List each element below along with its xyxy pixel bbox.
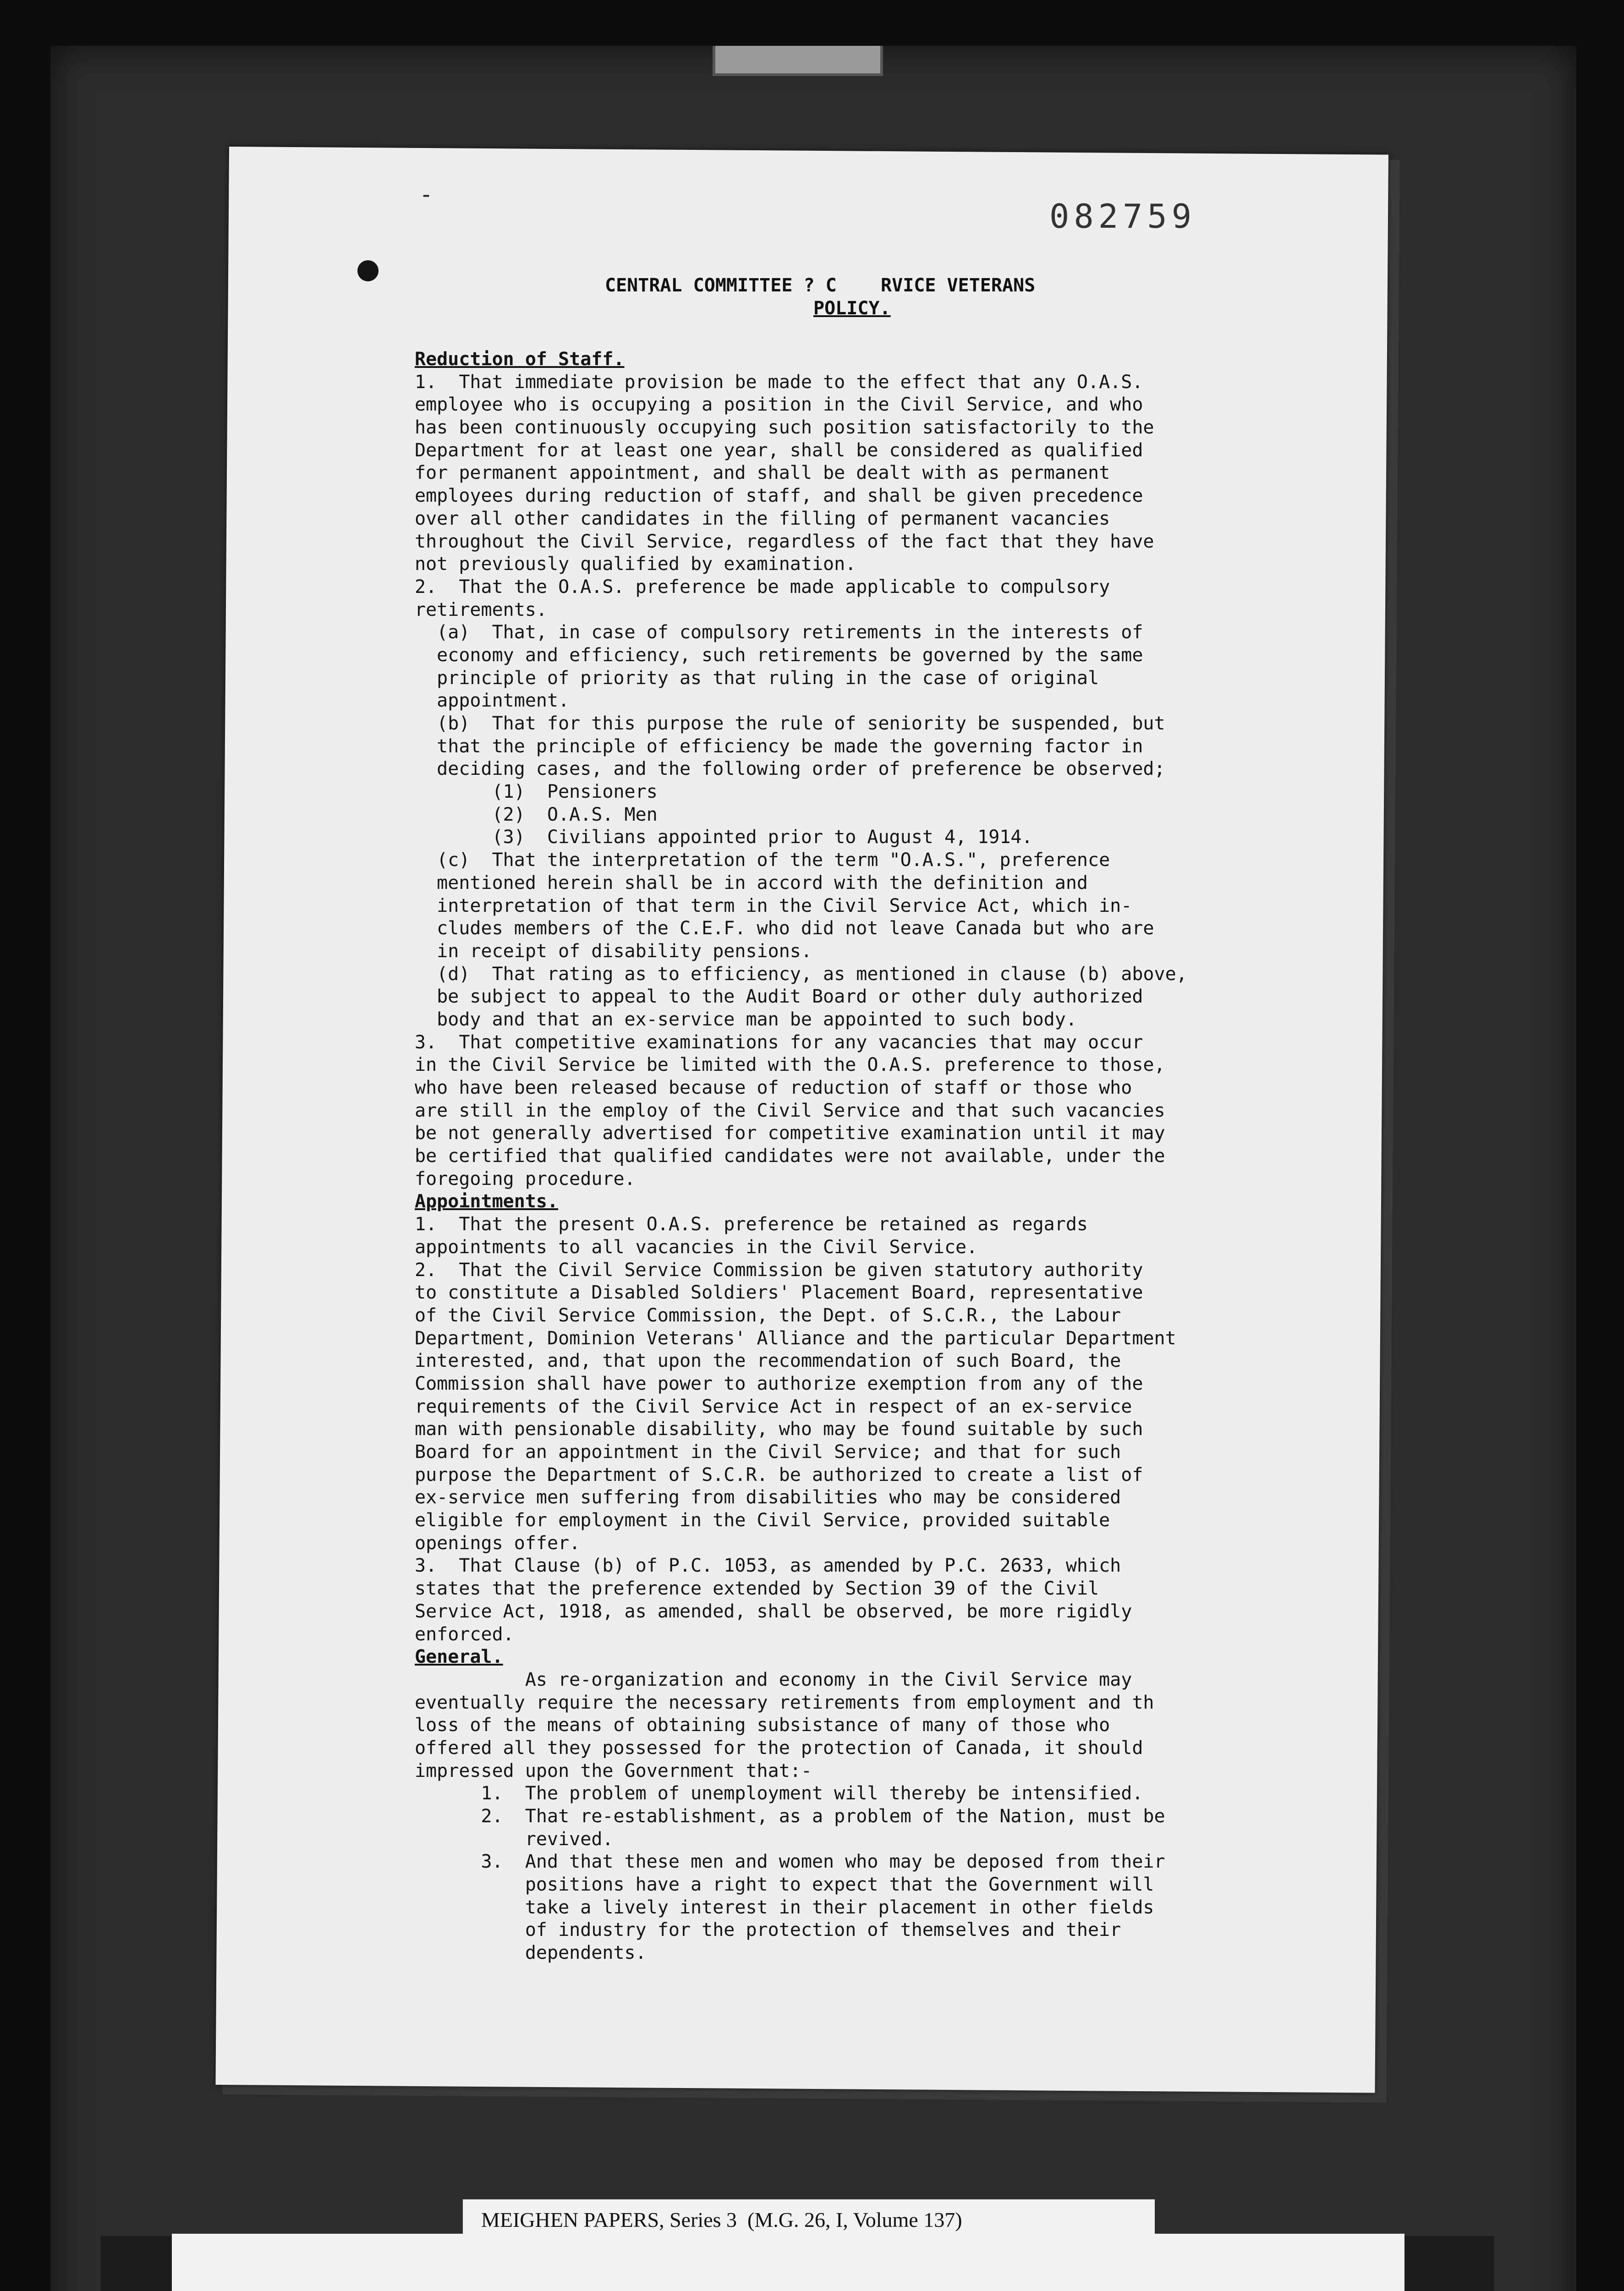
text-line: cludes members of the C.E.F. who did not leave Canada but who are [415, 918, 1154, 939]
text-line: in receipt of disability pensions. [415, 940, 812, 962]
document-number: 082759 [1049, 197, 1196, 236]
text-line: 1. The problem of unemployment will thereby be intensified. [415, 1783, 1143, 1804]
text-line: man with pensionable disability, who may be found suitable by such [415, 1419, 1143, 1440]
binder-clip [713, 46, 883, 76]
text-line: enforced. [415, 1623, 514, 1645]
section-heading: Reduction of Staff. [415, 349, 625, 370]
text-line: eventually require the necessary retirements from employment and th [415, 1692, 1154, 1713]
section-heading: General. [415, 1646, 503, 1668]
text-line: (b) That for this purpose the rule of seniority be suspended, but [415, 713, 1165, 734]
text-line: states that the preference extended by Section 39 of the Civil [415, 1578, 1099, 1600]
text-line: (c) That the interpretation of the term "O.A.S.", preference [415, 850, 1110, 871]
document-header: CENTRAL COMMITTEE ? C RVICE VETERANS [605, 275, 1036, 296]
text-line: Board for an appointment in the Civil Service; and that for such [415, 1441, 1121, 1463]
text-line: throughout the Civil Service, regardless of the fact that they have [415, 531, 1154, 552]
text-line: 2. That the O.A.S. preference be made applicable to compulsory [415, 576, 1110, 597]
text-line: 1. That immediate provision be made to the effect that any O.A.S. [415, 371, 1143, 393]
text-line: employee who is occupying a position in the Civil Service, and who [415, 394, 1143, 416]
text-line: be subject to appeal to the Audit Board or other duly authorized [415, 986, 1143, 1008]
text-line: impressed upon the Government that:- [415, 1760, 812, 1781]
text-line: appointments to all vacancies in the Civil Service. [415, 1236, 978, 1258]
text-line: take a lively interest in their placement in other fields [415, 1896, 1154, 1918]
margin-mark: - [419, 181, 433, 208]
section-heading: Appointments. [415, 1191, 559, 1212]
text-line: 1. That the present O.A.S. preference be retained as regards [415, 1214, 1088, 1235]
text-line: for permanent appointment, and shall be dealt with as permanent [415, 462, 1110, 484]
text-line: foregoing procedure. [415, 1168, 636, 1189]
text-line: be certified that qualified candidates were not available, under the [415, 1146, 1165, 1167]
punch-hole [357, 260, 379, 281]
text-line: appointment. [415, 690, 570, 712]
text-line: ex-service men suffering from disabilities who may be considered [415, 1487, 1121, 1508]
text-line: As re-organization and economy in the Civil Service may [415, 1669, 1132, 1690]
text-line: employees during reduction of staff, and shall be given precedence [415, 485, 1143, 507]
text-line: eligible for employment in the Civil Service, provided suitable [415, 1510, 1110, 1531]
text-line: (a) That, in case of compulsory retirements in the interests of [415, 622, 1143, 643]
text-line: Department, Dominion Veterans' Alliance and the particular Department [415, 1327, 1176, 1349]
text-line: not previously qualified by examination. [415, 554, 856, 575]
text-line: openings offer. [415, 1532, 581, 1554]
text-line: (d) That rating as to efficiency, as mentioned in clause (b) above, [415, 963, 1187, 985]
collection-label: MEIGHEN PAPERS, Series 3 (M.G. 26, I, Volume 137) [481, 2208, 962, 2231]
text-line: of industry for the protection of themselves and their [415, 1919, 1121, 1941]
text-line: over all other candidates in the filling of permanent vacancies [415, 508, 1110, 529]
text-line: Department for at least one year, shall be considered as qualified [415, 439, 1143, 461]
document-subheader: POLICY. [813, 298, 891, 319]
text-line: 2. That the Civil Service Commission be given statutory authority [415, 1259, 1143, 1281]
text-line: be not generally advertised for competitive examination until it may [415, 1123, 1165, 1144]
text-line: economy and efficiency, such retirements be governed by the same [415, 644, 1143, 666]
text-line: are still in the employ of the Civil Service and that such vacancies [415, 1100, 1165, 1121]
text-line: who have been released because of reduction of staff or those who [415, 1077, 1132, 1098]
text-line: interpretation of that term in the Civil Service Act, which in- [415, 895, 1132, 916]
text-line: has been continuously occupying such position satisfactorily to the [415, 417, 1154, 438]
text-line: Service Act, 1918, as amended, shall be observed, be more rigidly [415, 1600, 1132, 1622]
text-line: (3) Civilians appointed prior to August 4, 1914. [415, 827, 1033, 848]
archive-card [172, 2234, 1405, 2291]
text-line: principle of priority as that ruling in the case of original [415, 667, 1099, 689]
text-line: mentioned herein shall be in accord with the definition and [415, 872, 1088, 893]
text-line: in the Civil Service be limited with the O.A.S. preference to those, [415, 1054, 1165, 1076]
text-line: (1) Pensioners [415, 781, 658, 803]
text-line: retirements. [415, 599, 547, 620]
text-line: offered all they possessed for the protection of Canada, it should [415, 1737, 1143, 1759]
text-line: that the principle of efficiency be made the governing factor in [415, 735, 1143, 757]
text-line: deciding cases, and the following order of preference be observed; [415, 758, 1165, 780]
text-line: to constitute a Disabled Soldiers' Placement Board, representative [415, 1282, 1143, 1304]
text-line: 3. And that these men and women who may be deposed from their [415, 1851, 1165, 1873]
text-line: loss of the means of obtaining subsistance of many of those who [415, 1715, 1110, 1736]
text-line: body and that an ex-service man be appointed to such body. [415, 1008, 1077, 1030]
text-line: dependents. [415, 1942, 647, 1964]
text-line: (2) O.A.S. Men [415, 804, 658, 825]
text-line: purpose the Department of S.C.R. be authorized to create a list of [415, 1464, 1143, 1485]
text-line: interested, and, that upon the recommendation of such Board, the [415, 1350, 1121, 1372]
text-line: 3. That Clause (b) of P.C. 1053, as amended by P.C. 2633, which [415, 1555, 1121, 1577]
text-line: Commission shall have power to authorize exemption from any of the [415, 1373, 1143, 1394]
text-line: positions have a right to expect that the Government will [415, 1874, 1154, 1896]
text-line: requirements of the Civil Service Act in respect of an ex-service [415, 1396, 1132, 1417]
text-line: revived. [415, 1828, 614, 1850]
text-line: 3. That competitive examinations for any vacancies that may occur [415, 1031, 1143, 1053]
text-line: 2. That re-establishment, as a problem of the Nation, must be [415, 1806, 1165, 1827]
document-body [415, 348, 1372, 1965]
text-line: of the Civil Service Commission, the Dept. of S.C.R., the Labour [415, 1304, 1121, 1326]
